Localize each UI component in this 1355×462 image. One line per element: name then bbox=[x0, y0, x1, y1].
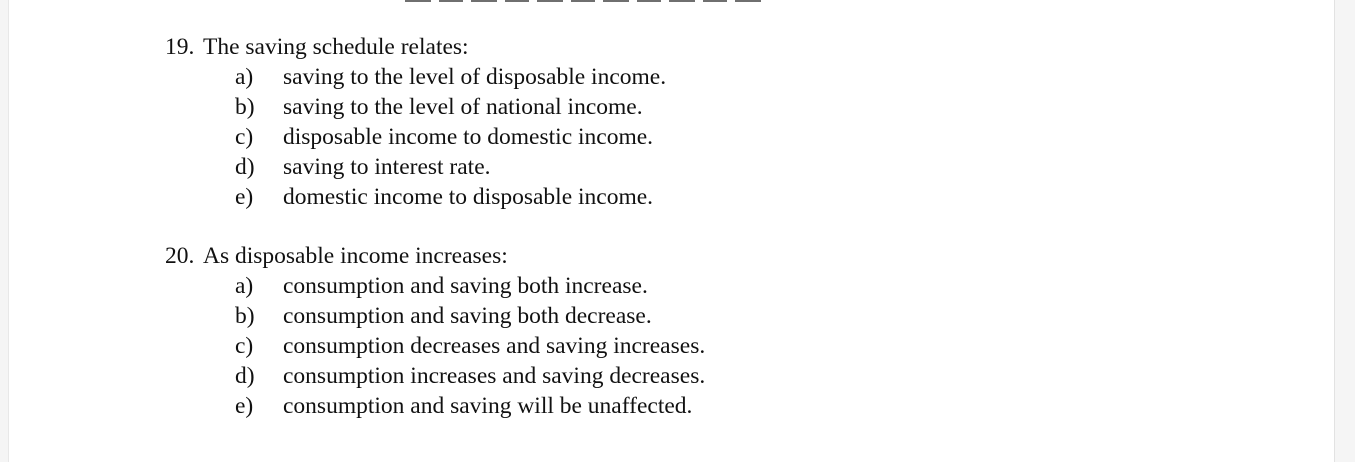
option-text: saving to the level of national income. bbox=[283, 94, 643, 120]
question-stem bbox=[165, 241, 705, 271]
answer-option bbox=[165, 152, 666, 182]
option-text: disposable income to domestic income. bbox=[283, 124, 654, 150]
question-text: The saving schedule relates: bbox=[203, 34, 469, 60]
question-20 bbox=[165, 241, 705, 421]
answer-option bbox=[165, 182, 666, 212]
option-text: consumption decreases and saving increases. bbox=[283, 333, 706, 359]
option-letter: e) bbox=[235, 393, 254, 419]
question-stem bbox=[165, 32, 666, 62]
option-letter: d) bbox=[235, 154, 255, 180]
option-text: saving to the level of disposable income. bbox=[283, 64, 667, 90]
answer-option bbox=[165, 62, 666, 92]
answer-option bbox=[165, 301, 705, 331]
option-letter: e) bbox=[235, 184, 254, 210]
option-letter: a) bbox=[235, 273, 254, 299]
answer-option bbox=[165, 331, 705, 361]
answer-option bbox=[165, 361, 705, 391]
answer-option bbox=[165, 391, 705, 421]
document-page bbox=[8, 0, 1335, 462]
option-text: consumption and saving will be unaffected. bbox=[283, 393, 693, 419]
answer-options bbox=[165, 271, 705, 421]
option-text: saving to interest rate. bbox=[283, 154, 491, 180]
answer-option bbox=[165, 271, 705, 301]
option-text: consumption increases and saving decreases. bbox=[283, 363, 706, 389]
option-text: domestic income to disposable income. bbox=[283, 184, 654, 210]
question-text: As disposable income increases: bbox=[203, 243, 508, 269]
cut-off-text-fragment bbox=[405, 0, 765, 2]
question-number: 19. bbox=[165, 34, 195, 60]
option-letter: b) bbox=[235, 303, 255, 329]
answer-option bbox=[165, 122, 666, 152]
question-number: 20. bbox=[165, 243, 195, 269]
option-letter: b) bbox=[235, 94, 255, 120]
option-letter: d) bbox=[235, 363, 255, 389]
viewer-background bbox=[1335, 0, 1355, 462]
option-letter: a) bbox=[235, 64, 254, 90]
answer-option bbox=[165, 92, 666, 122]
option-letter: c) bbox=[235, 333, 254, 359]
answer-options bbox=[165, 62, 666, 212]
option-letter: c) bbox=[235, 124, 254, 150]
option-text: consumption and saving both decrease. bbox=[283, 303, 652, 329]
question-19 bbox=[165, 32, 666, 212]
option-text: consumption and saving both increase. bbox=[283, 273, 648, 299]
